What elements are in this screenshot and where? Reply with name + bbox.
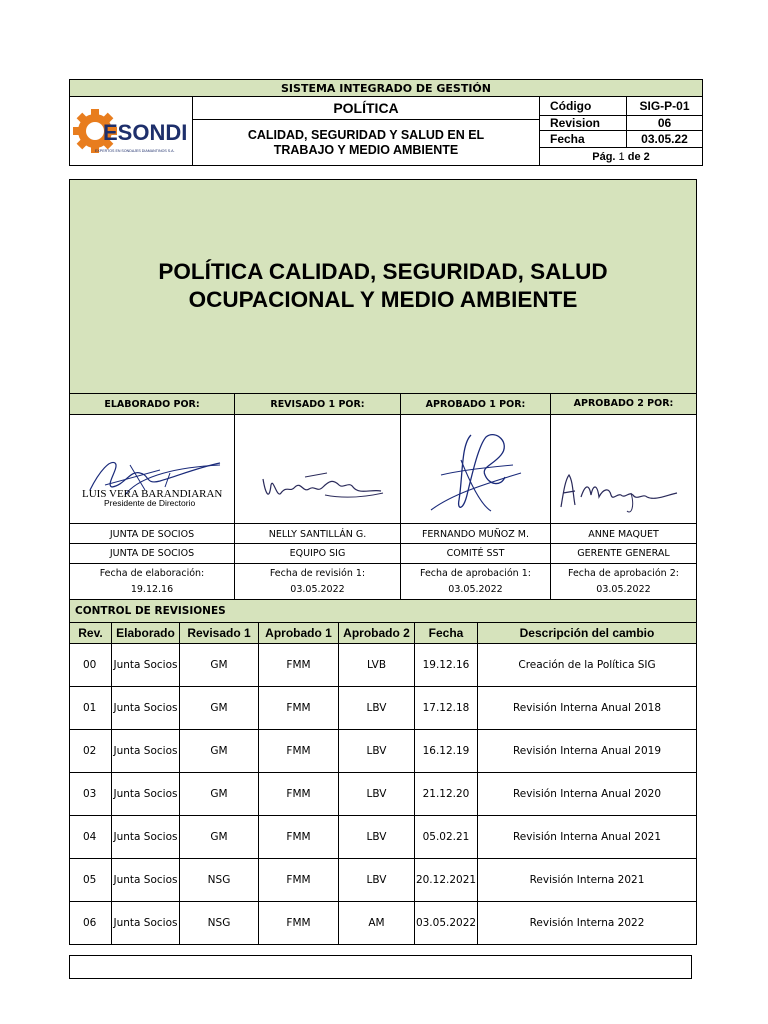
date-label-revisado: Fecha de revisión 1: [269, 567, 366, 579]
fecha-value: 03.05.22 [626, 130, 703, 148]
cell-revisado-1: GM [180, 644, 259, 687]
date-aprobado-1 [400, 563, 551, 600]
footer-box [69, 955, 692, 979]
cell-aprobado-1: FMM [259, 902, 339, 945]
revisions-title: CONTROL DE REVISIONES [69, 599, 697, 623]
cell-descripcion: Revisión Interna Anual 2018 [478, 687, 697, 730]
table-row [70, 687, 697, 730]
cell-aprobado-2: AM [339, 902, 415, 945]
date-label-aprobado-1: Fecha de aprobación 1: [420, 567, 531, 579]
date-value-aprobado-1: 03.05.2022 [448, 583, 503, 595]
date-label-aprobado-2: Fecha de aprobación 2: [568, 567, 679, 579]
title-block [69, 179, 697, 394]
cell-fecha: 05.02.21 [415, 816, 478, 859]
svg-text:EXPERTOS EN SONDAJES DIAMANTIN: EXPERTOS EN SONDAJES DIAMANTINOS S.A. [95, 149, 175, 153]
signature-cell-3 [400, 414, 551, 524]
codigo-value: SIG-P-01 [626, 96, 703, 116]
cell-aprobado-2: LBV [339, 773, 415, 816]
esondi-logo [71, 98, 193, 166]
table-row [70, 644, 697, 687]
cell-rev: 01 [70, 687, 112, 730]
cell-descripcion: Revisión Interna Anual 2020 [478, 773, 697, 816]
date-elaborado [69, 563, 235, 600]
cell-fecha: 17.12.18 [415, 687, 478, 730]
cell-descripcion: Revisión Interna Anual 2019 [478, 730, 697, 773]
date-value-revisado: 03.05.2022 [290, 583, 345, 595]
cell-elaborado: Junta Socios [112, 687, 180, 730]
header-revisado: REVISADO 1 POR: [234, 393, 401, 415]
cell-aprobado-1: FMM [259, 816, 339, 859]
role-elaborado: JUNTA DE SOCIOS [69, 543, 235, 564]
revision-value: 06 [626, 115, 703, 131]
signature-cell-4 [550, 414, 697, 524]
cell-descripcion: Revisión Interna Anual 2021 [478, 816, 697, 859]
title-line-1: POLÍTICA CALIDAD, SEGURIDAD, SALUD [158, 259, 608, 284]
cell-fecha: 16.12.19 [415, 730, 478, 773]
cell-rev: 00 [70, 644, 112, 687]
table-row [70, 730, 697, 773]
cell-revisado-1: GM [180, 816, 259, 859]
name-elaborado: JUNTA DE SOCIOS [69, 523, 235, 544]
doc-subject: CALIDAD, SEGURIDAD Y SALUD EN EL TRABAJO Y MEDIO AMBIENTE [192, 119, 540, 166]
date-revisado [234, 563, 401, 600]
cell-elaborado: Junta Socios [112, 816, 180, 859]
header-elaborado: ELABORADO POR: [69, 393, 235, 415]
signature-cell-1 [69, 414, 235, 524]
cell-revisado-1: NSG [180, 859, 259, 902]
document-title [70, 258, 696, 314]
signature-cell-2 [234, 414, 401, 524]
cell-elaborado: Junta Socios [112, 644, 180, 687]
role-aprobado-1: COMITÉ SST [400, 543, 551, 564]
page-suffix: de 2 [627, 150, 650, 163]
signature-luis-vera [70, 415, 234, 523]
cell-rev: 03 [70, 773, 112, 816]
svg-text:LUIS VERA BARANDIARAN: LUIS VERA BARANDIARAN [82, 488, 223, 500]
cell-elaborado: Junta Socios [112, 730, 180, 773]
cell-aprobado-2: LBV [339, 730, 415, 773]
cell-aprobado-2: LBV [339, 816, 415, 859]
header-aprobado-1: APROBADO 1 POR: [400, 393, 551, 415]
cell-rev: 02 [70, 730, 112, 773]
cell-descripcion: Revisión Interna 2021 [478, 859, 697, 902]
revisions-header-row [70, 623, 697, 644]
col-aprobado-1: Aprobado 1 [259, 623, 339, 644]
cell-aprobado-1: FMM [259, 773, 339, 816]
logo-cell [69, 96, 193, 166]
name-aprobado-2: ANNE MAQUET [550, 523, 697, 544]
col-descripcion: Descripción del cambio [478, 623, 697, 644]
date-label-elaborado: Fecha de elaboración: [99, 567, 205, 579]
date-value-elaborado: 19.12.16 [130, 583, 174, 595]
col-elaborado: Elaborado [112, 623, 180, 644]
table-row [70, 902, 697, 945]
name-aprobado-1: FERNANDO MUÑOZ M. [400, 523, 551, 544]
cell-descripcion: Creación de la Política SIG [478, 644, 697, 687]
cell-revisado-1: NSG [180, 902, 259, 945]
cell-aprobado-2: LVB [339, 644, 415, 687]
cell-aprobado-1: FMM [259, 687, 339, 730]
page-prefix: Pág. [592, 150, 616, 163]
cell-aprobado-2: LBV [339, 859, 415, 902]
fecha-label: Fecha [539, 130, 627, 148]
cell-rev: 06 [70, 902, 112, 945]
signature-fernando-munoz [401, 415, 550, 523]
table-row [70, 773, 697, 816]
cell-fecha: 20.12.2021 [415, 859, 478, 902]
cell-revisado-1: GM [180, 773, 259, 816]
doc-type: POLÍTICA [192, 96, 540, 120]
cell-elaborado: Junta Socios [112, 859, 180, 902]
header-aprobado-2: APROBADO 2 POR: [550, 393, 697, 415]
svg-text:Presidente de Directorio: Presidente de Directorio [104, 498, 196, 508]
codigo-label: Código [539, 96, 627, 116]
table-row [70, 816, 697, 859]
cell-elaborado: Junta Socios [112, 902, 180, 945]
role-aprobado-2: GERENTE GENERAL [550, 543, 697, 564]
page-number [539, 147, 703, 166]
col-revisado-1: Revisado 1 [180, 623, 259, 644]
cell-rev: 05 [70, 859, 112, 902]
cell-aprobado-1: FMM [259, 859, 339, 902]
signature-nelly-santillan [235, 415, 400, 523]
cell-fecha: 21.12.20 [415, 773, 478, 816]
date-value-aprobado-2: 03.05.2022 [596, 583, 651, 595]
col-fecha: Fecha [415, 623, 478, 644]
date-aprobado-2 [550, 563, 697, 600]
signature-anne-maquet [551, 415, 696, 523]
system-title: SISTEMA INTEGRADO DE GESTIÓN [69, 79, 703, 97]
cell-descripcion: Revisión Interna 2022 [478, 902, 697, 945]
cell-aprobado-1: FMM [259, 730, 339, 773]
cell-fecha: 19.12.16 [415, 644, 478, 687]
cell-aprobado-1: FMM [259, 644, 339, 687]
table-row [70, 859, 697, 902]
cell-fecha: 03.05.2022 [415, 902, 478, 945]
role-revisado: EQUIPO SIG [234, 543, 401, 564]
revision-label: Revision [539, 115, 627, 131]
page-current: 1 [618, 150, 625, 163]
cell-aprobado-2: LBV [339, 687, 415, 730]
name-revisado: NELLY SANTILLÁN G. [234, 523, 401, 544]
cell-revisado-1: GM [180, 687, 259, 730]
svg-text:ESONDI: ESONDI [103, 120, 188, 145]
col-aprobado-2: Aprobado 2 [339, 623, 415, 644]
revisions-table [69, 622, 697, 945]
title-line-2: OCUPACIONAL Y MEDIO AMBIENTE [188, 287, 578, 312]
cell-elaborado: Junta Socios [112, 773, 180, 816]
col-rev: Rev. [70, 623, 112, 644]
cell-revisado-1: GM [180, 730, 259, 773]
cell-rev: 04 [70, 816, 112, 859]
